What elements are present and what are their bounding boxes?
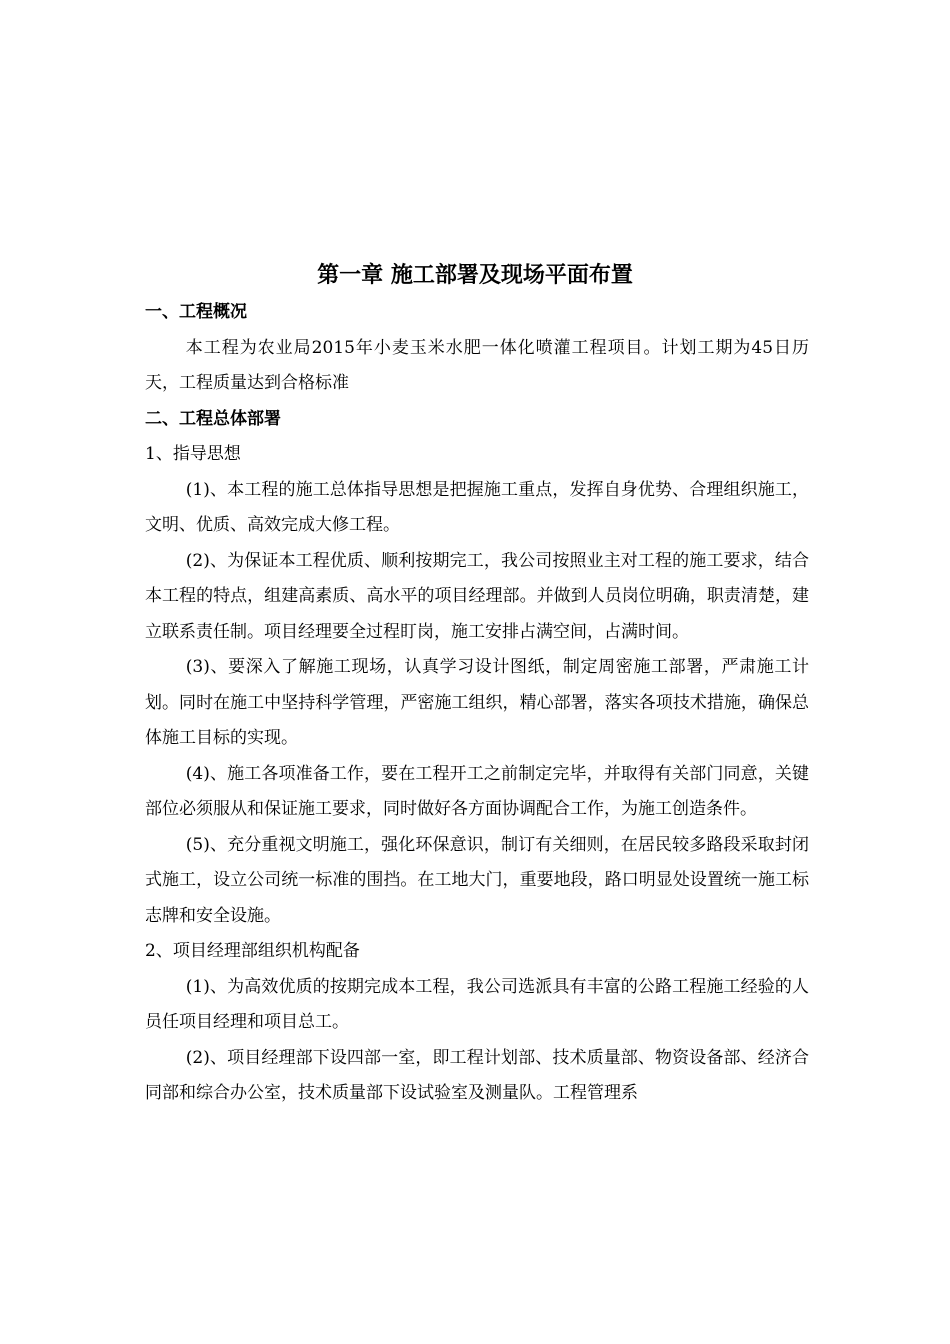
guiding-item-3: (3)、要深入了解施工现场，认真学习设计图纸，制定周密施工部署，严肃施工计划。同时在施工中坚持科学管理，严密施工组织，精心部署，落实各项技术措施，确保总体施工目标的实现。 (145, 657, 809, 748)
guiding-item-4: (4)、施工各项准备工作，要在工程开工之前制定完毕，并取得有关部门同意，关键部位必须服从和保证施工要求，同时做好各方面协调配合工作，为施工创造条件。 (145, 763, 809, 819)
organization-item-2: (2)、项目经理部下设四部一室，即工程计划部、技术质量部、物资设备部、经济合同部和综合办公室，技术质量部下设试验室及测量队。工程管理系 (145, 1047, 809, 1103)
guiding-item-5: (5)、充分重视文明施工，强化环保意识，制订有关细则，在居民较多路段采取封闭式施工，设立公司统一标准的围挡。在工地大门，重要地段，路口明显处设置统一施工标志牌和安全设施。 (145, 834, 809, 926)
guiding-item-1: (1)、本工程的施工总体指导思想是把握施工重点，发挥自身优势、合理组织施工，文明、优质、高效完成大修工程。 (145, 479, 809, 535)
subsection-heading-guiding-ideas: 1、指导思想 (145, 444, 241, 464)
guiding-item-2: (2)、为保证本工程优质、顺利按期完工，我公司按照业主对工程的施工要求，结合本工程的特点，组建高素质、高水平的项目经理部。并做到人员岗位明确，职责清楚，建立联系责任制。项目经理要全过程盯岗，施工安排占满空间，占满时间。 (145, 550, 809, 642)
organization-item-1: (1)、为高效优质的按期完成本工程，我公司选派具有丰富的公路工程施工经验的人员任项目经理和项目总工。 (145, 976, 809, 1032)
document-body (145, 295, 809, 1112)
section-heading-deployment: 二、工程总体部署 (145, 408, 281, 429)
section-heading-overview: 一、工程概况 (145, 302, 247, 322)
subsection-heading-organization: 2、项目经理部组织机构配备 (145, 941, 360, 961)
chapter-title: 第一章 施工部署及现场平面布置 (317, 263, 633, 288)
overview-paragraph: 本工程为农业局2015年小麦玉米水肥一体化喷灌工程项目。计划工期为45日历天，工程质量达到合格标准 (145, 337, 809, 393)
